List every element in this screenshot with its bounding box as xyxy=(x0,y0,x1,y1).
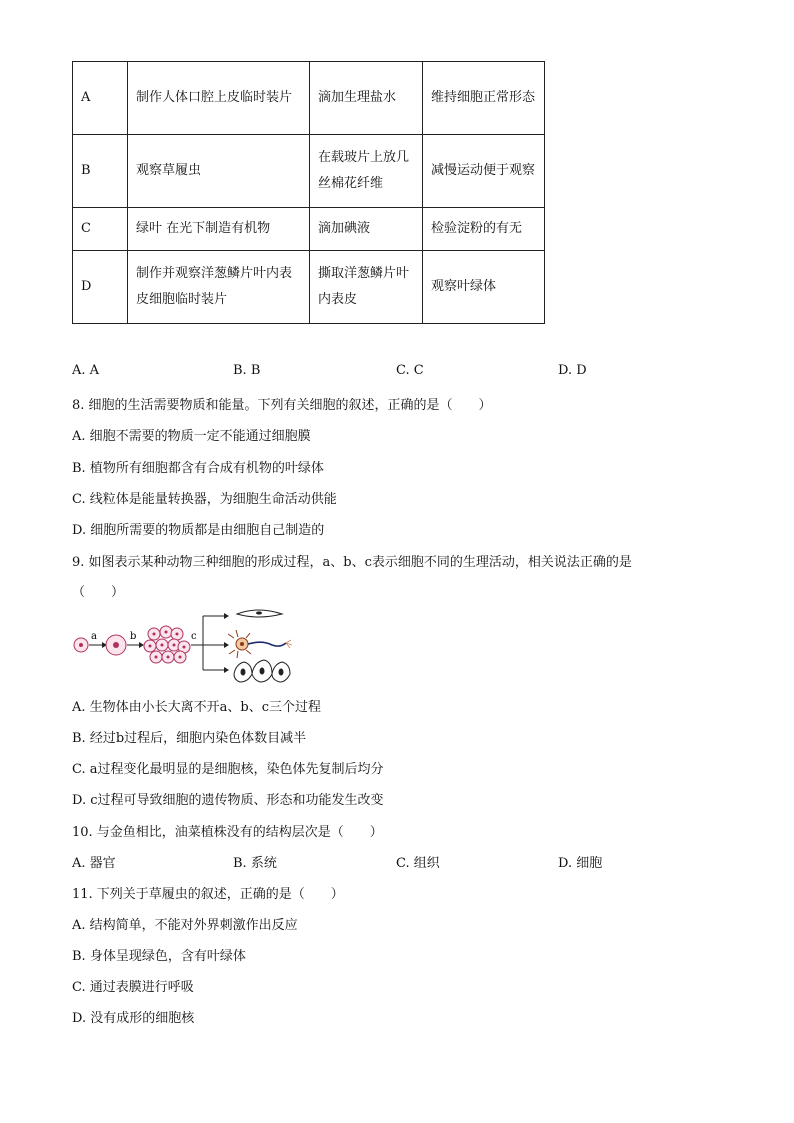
table-row xyxy=(73,251,545,324)
label-c: c xyxy=(191,631,197,642)
experiment-name: 绿叶 在光下制造有机物 xyxy=(128,208,310,251)
purpose: 减慢运动便于观察 xyxy=(423,135,545,208)
purpose: 维持细胞正常形态 xyxy=(423,62,545,135)
q9-stem-paren: （ ） xyxy=(72,585,125,600)
epithelial-cells-icon xyxy=(234,660,290,682)
grown-cell-icon xyxy=(106,635,126,655)
q11-stem: 11. 下列关于草履虫的叙述，正确的是（ ） xyxy=(72,887,344,902)
spindle-cell-icon xyxy=(237,610,282,617)
q9-option-d: D. c过程可导致细胞的遗传物质、形态和功能发生改变 xyxy=(72,793,384,808)
q9-option-a: A. 生物体由小长大离不开a、b、c三个过程 xyxy=(72,700,322,715)
q10-option-a: A. 器官 xyxy=(72,856,116,871)
experiment-name: 制作人体口腔上皮临时装片 xyxy=(128,62,310,135)
operation: 撕取洋葱鳞片叶内表皮 xyxy=(310,251,423,324)
q7-option-b: B. B xyxy=(233,363,261,378)
q8-option-d: D. 细胞所需要的物质都是由细胞自己制造的 xyxy=(72,523,325,538)
operation: 滴加碘液 xyxy=(310,208,423,251)
label-a: a xyxy=(91,631,97,642)
operation: 在载玻片上放几丝棉花纤维 xyxy=(310,135,423,208)
single-cell-icon xyxy=(74,638,88,652)
row-label: C xyxy=(73,208,128,251)
q7-option-c: C. C xyxy=(396,363,424,378)
q11-option-b: B. 身体呈现绿色，含有叶绿体 xyxy=(72,949,246,964)
experiment-name: 观察草履虫 xyxy=(128,135,310,208)
purpose: 检验淀粉的有无 xyxy=(423,208,545,251)
table-row xyxy=(73,62,545,135)
q11-option-c: C. 通过表膜进行呼吸 xyxy=(72,980,194,995)
q10-option-c: C. 组织 xyxy=(396,856,440,871)
q10-option-d: D. 细胞 xyxy=(558,856,603,871)
experiment-name: 制作并观察洋葱鳞片叶内表皮细胞临时装片 xyxy=(128,251,310,324)
q7-option-d: D. D xyxy=(558,363,587,378)
q9-option-b: B. 经过b过程后，细胞内染色体数目减半 xyxy=(72,731,307,746)
operation: 滴加生理盐水 xyxy=(310,62,423,135)
cell-cluster-icon xyxy=(144,626,190,663)
q10-option-b: B. 系统 xyxy=(233,856,277,871)
table-row xyxy=(73,208,545,251)
purpose: 观察叶绿体 xyxy=(423,251,545,324)
experiment-table xyxy=(72,61,545,324)
cell-formation-figure xyxy=(72,604,302,684)
label-b: b xyxy=(130,631,137,642)
q8-option-b: B. 植物所有细胞都含有合成有机物的叶绿体 xyxy=(72,461,324,476)
q9-option-c: C. a过程变化最明显的是细胞核，染色体先复制后均分 xyxy=(72,762,384,777)
q8-option-a: A. 细胞不需要的物质一定不能通过细胞膜 xyxy=(72,429,311,444)
q8-option-c: C. 线粒体是能量转换器，为细胞生命活动供能 xyxy=(72,492,337,507)
neuron-icon xyxy=(228,630,292,658)
row-label: A xyxy=(73,62,128,135)
row-label: B xyxy=(73,135,128,208)
q9-stem: 9. 如图表示某种动物三种细胞的形成过程，a、b、c表示细胞不同的生理活动，相关说法正确的是 xyxy=(72,555,632,570)
q10-stem: 10. 与金鱼相比，油菜植株没有的结构层次是（ ） xyxy=(72,825,383,840)
q11-option-d: D. 没有成形的细胞核 xyxy=(72,1011,195,1026)
q11-option-a: A. 结构简单，不能对外界刺激作出反应 xyxy=(72,918,298,933)
row-label: D xyxy=(73,251,128,324)
q8-stem: 8. 细胞的生活需要物质和能量。下列有关细胞的叙述，正确的是（ ） xyxy=(72,398,492,413)
q7-option-a: A. A xyxy=(72,363,100,378)
table-row xyxy=(73,135,545,208)
